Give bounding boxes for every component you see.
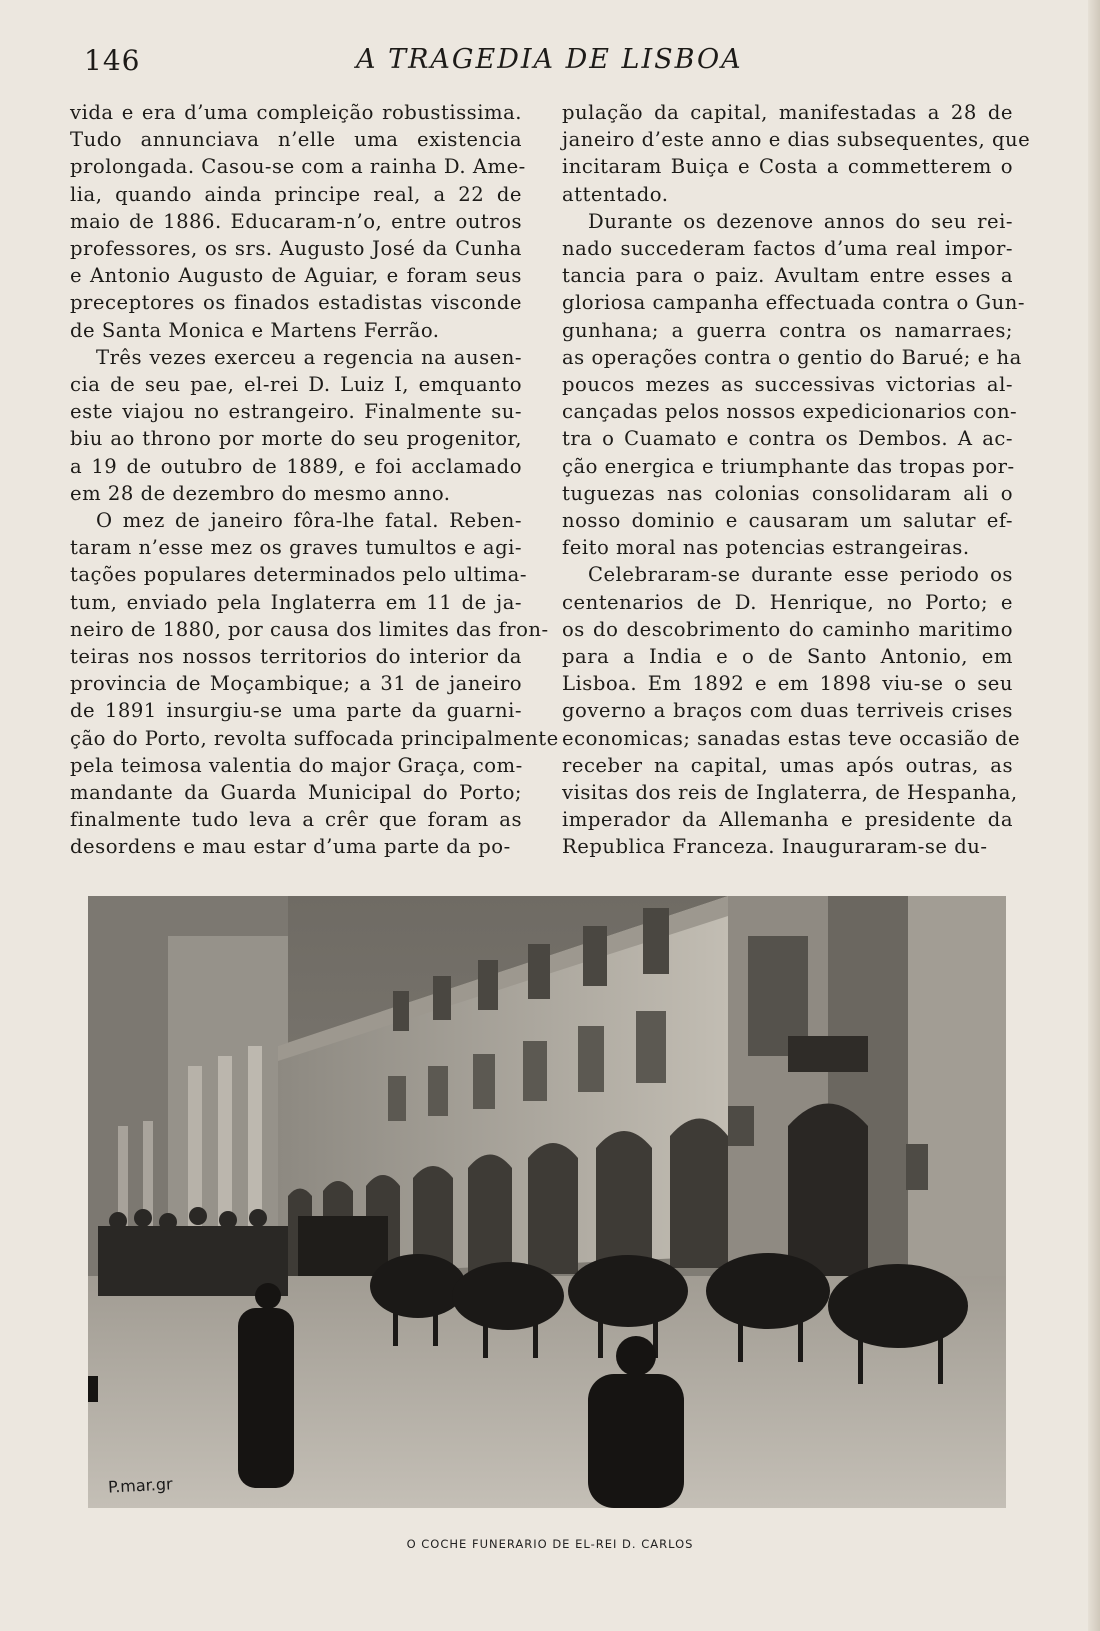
running-title: A TRAGEDIA DE LISBOA	[356, 44, 743, 75]
left-column-line: preceptores os finados estadistas visconde	[70, 291, 522, 315]
left-column	[70, 99, 559, 861]
right-column-line: Durante os dezenove annos do seu rei-	[588, 209, 1013, 233]
right-column-line: imperador da Allemanha e presidente da	[562, 808, 1013, 832]
left-column-line: de 1891 insurgiu-se uma parte da guarni-	[70, 699, 522, 723]
right-column-line: as operações contra o gentio do Barué; e ha	[562, 345, 1022, 369]
right-column-line: nado succederam factos d’uma real impor-	[562, 237, 1013, 261]
left-column-line: tações populares determinados pelo ultima-	[70, 563, 527, 587]
left-column-line: maio de 1886. Educaram-n’o, entre outros	[70, 209, 522, 233]
left-column-line: a 19 de outubro de 1889, e foi acclamado	[70, 454, 522, 478]
right-column-line: gloriosa campanha effectuada contra o Gun-	[562, 291, 1025, 315]
funeral-coach-photograph	[88, 896, 1006, 1508]
right-column	[562, 99, 1031, 861]
left-column-line: professores, os srs. Augusto José da Cunha	[70, 237, 522, 261]
left-column-line: mandante da Guarda Municipal do Porto;	[70, 781, 522, 805]
right-column-line: Lisboa. Em 1892 e em 1898 viu-se o seu	[562, 672, 1013, 696]
right-column-line: ção energica e triumphante das tropas por-	[562, 454, 1015, 478]
photographer-signature: P.mar.gr	[107, 1474, 174, 1497]
page-number: 146	[84, 44, 141, 77]
left-column-line: e Antonio Augusto de Aguiar, e foram seus	[70, 264, 522, 288]
right-column-line: pulação da capital, manifestadas a 28 de	[562, 101, 1013, 124]
left-column-line: O mez de janeiro fôra-lhe fatal. Reben-	[96, 509, 522, 533]
right-column-line: cançadas pelos nossos expedicionarios con-	[562, 400, 1018, 424]
left-column-line: em 28 de dezembro do mesmo anno.	[70, 481, 451, 505]
left-column-line: cia de seu pae, el-rei D. Luiz I, emquanto	[70, 373, 522, 397]
right-column-line: tuguezas nas colonias consolidaram ali o	[562, 481, 1013, 505]
left-column-line: tum, enviado pela Inglaterra em 11 de ja-	[70, 590, 522, 614]
left-column-line: Tudo annunciava n’elle uma existencia	[70, 128, 522, 152]
left-column-line: taram n’esse mez os graves tumultos e agi-	[70, 536, 522, 560]
right-column-line: incitaram Buiça e Costa a commetterem o	[562, 155, 1013, 179]
right-column-line: janeiro d’este anno e dias subsequentes, que	[562, 128, 1031, 152]
right-column-line: governo a braços com duas terriveis crises	[562, 699, 1013, 723]
left-column-line: desordens e mau estar d’uma parte da po-	[70, 835, 511, 859]
right-column-line: Celebraram-se durante esse periodo os	[588, 563, 1013, 587]
right-column-line: gunhana; a guerra contra os namarraes;	[562, 318, 1013, 342]
right-column-line: receber na capital, umas após outras, as	[562, 753, 1013, 777]
right-column-line: tra o Cuamato e contra os Dembos. A ac-	[562, 427, 1013, 451]
right-column-line: centenarios de D. Henrique, no Porto; e	[562, 590, 1013, 614]
left-column-line: Três vezes exerceu a regencia na ausen-	[96, 345, 522, 369]
left-column-line: pela teimosa valentia do major Graça, com-	[70, 753, 523, 777]
left-column-line: biu ao throno por morte do seu progenitor,	[70, 427, 522, 451]
right-column-line: poucos mezes as successivas victorias al-	[562, 373, 1013, 397]
right-column-line: attentado.	[562, 182, 669, 206]
left-column-line: ção do Porto, revolta suffocada principalmente	[70, 726, 559, 750]
left-column-line: vida e era d’uma compleição robustissima.	[70, 101, 522, 124]
right-column-line: nosso dominio e causaram um salutar ef-	[562, 509, 1013, 533]
photo-caption: O COCHE FUNERARIO DE EL-REI D. CARLOS	[406, 1537, 694, 1551]
left-column-line: prolongada. Casou-se com a rainha D. Ame-	[70, 155, 526, 179]
right-column-line: feito moral nas potencias estrangeiras.	[562, 536, 970, 560]
left-column-line: de Santa Monica e Martens Ferrão.	[70, 318, 440, 342]
right-column-line: Republica Franceza. Inauguraram-se du-	[562, 835, 988, 859]
left-column-line: provincia de Moçambique; a 31 de janeiro	[70, 672, 522, 696]
right-column-line: tancia para o paiz. Avultam entre esses a	[562, 264, 1013, 288]
left-column-line: teiras nos nossos territorios do interior da	[70, 645, 522, 669]
right-column-line: visitas dos reis de Inglaterra, de Hespanha,	[562, 781, 1018, 805]
left-column-line: este viajou no estrangeiro. Finalmente su-	[70, 400, 522, 424]
right-column-line: para a India e o de Santo Antonio, em	[562, 645, 1013, 669]
left-column-line: finalmente tudo leva a crêr que foram as	[70, 808, 522, 832]
left-column-line: lia, quando ainda principe real, a 22 de	[70, 182, 522, 206]
right-column-line: economicas; sanadas estas teve occasião de	[562, 726, 1021, 750]
left-column-line: neiro de 1880, por causa dos limites das fron-	[70, 617, 549, 641]
page-edge	[1088, 0, 1100, 1631]
right-column-line: os do descobrimento do caminho maritimo	[562, 617, 1013, 641]
